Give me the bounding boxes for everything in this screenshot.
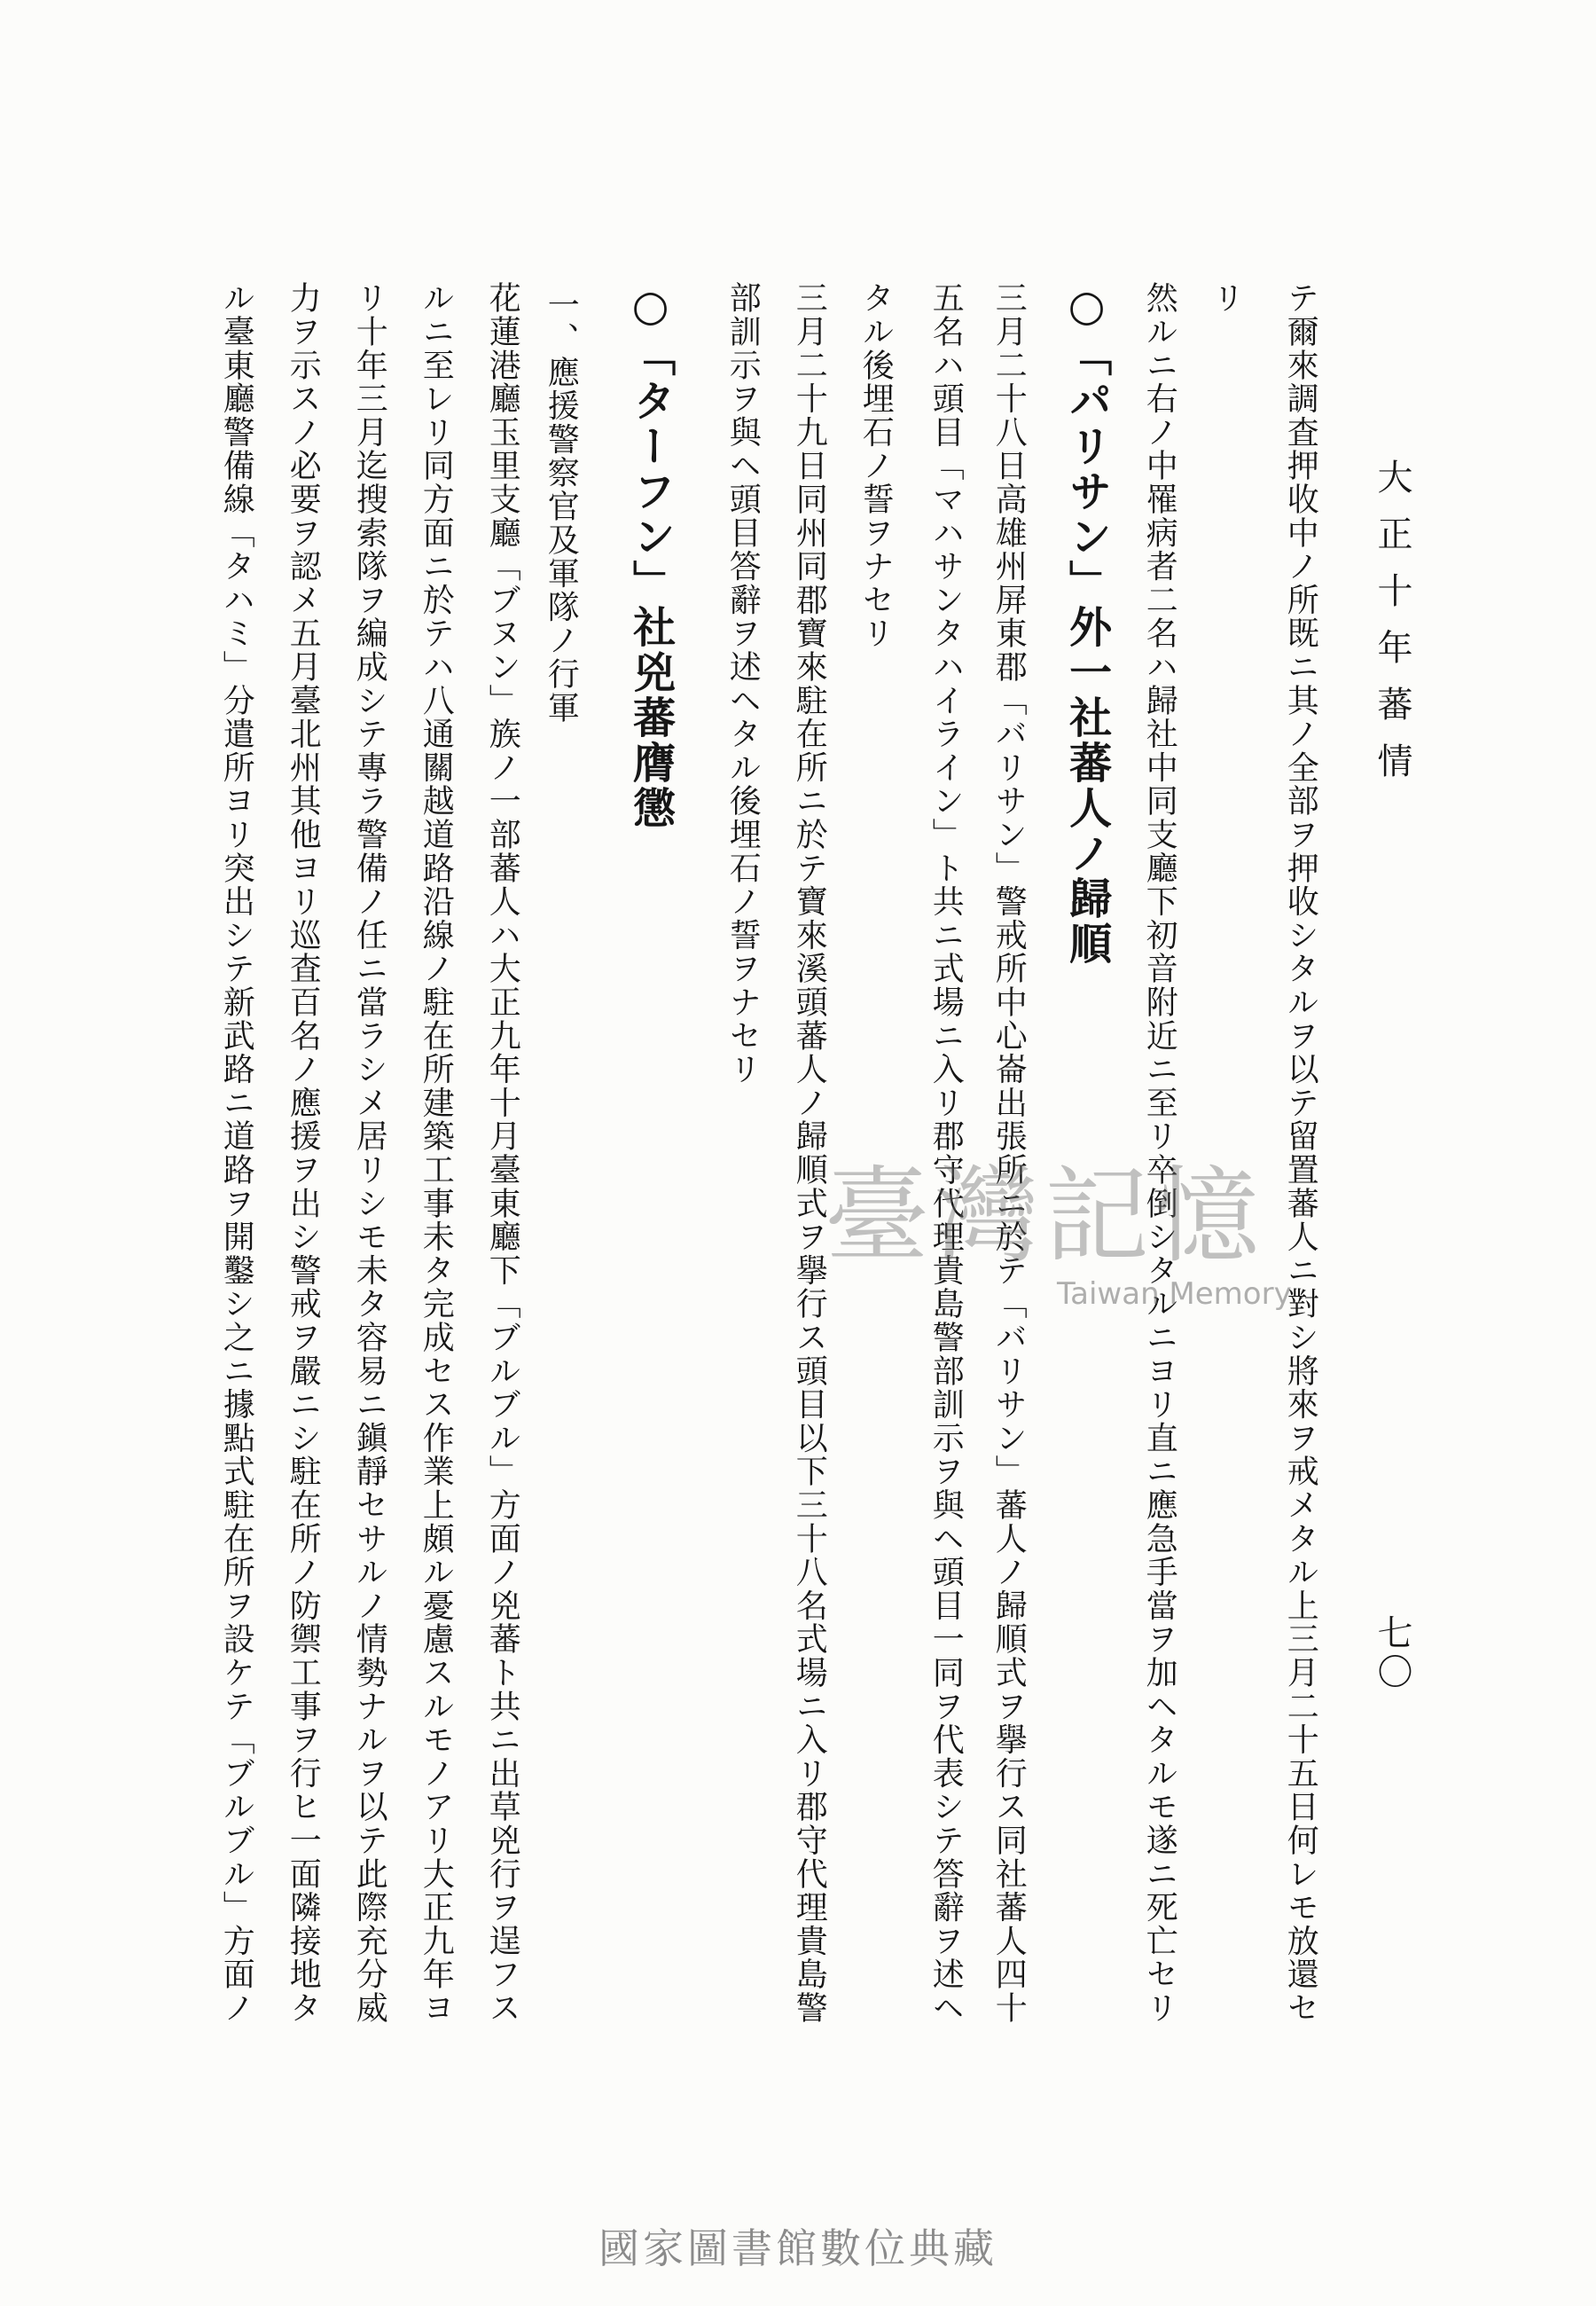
section-heading: ○「パリサン」外一社蕃人ノ歸順 xyxy=(1061,281,1112,967)
footer-archive-label: 國家圖書館數位典藏 xyxy=(598,2224,998,2272)
text-line: 三月二十八日高雄州屏東郡「バリサン」警戒所中心崙出張所ニ於テ「バリサン」蕃人ノ歸順式ヲ擧行ス同社蕃人四十 xyxy=(990,281,1028,2025)
text-line: テ爾來調査押收中ノ所既ニ其ノ全部ヲ押收シタルヲ以テ留置蕃人ニ對シ將來ヲ戒メタル上三月二十五日何レモ放還セ xyxy=(1282,281,1319,2025)
text-line: 然ルニ右ノ中罹病者二名ハ歸社中同支廳下初音附近ニ至リ卒倒シタルニヨリ直ニ應急手當ヲ加ヘタルモ遂ニ死亡セリ xyxy=(1141,281,1178,2025)
text-line: 三月二十九日同州同郡寶來駐在所ニ於テ寶來溪頭蕃人ノ歸順式ヲ擧行ス頭目以下三十八名式場ニ入リ郡守代理貴島警 xyxy=(791,281,828,2025)
text-line: ル臺東廳警備線「タハミ」分遣所ヨリ突出シテ新武路ニ道路ヲ開鑿シ之ニ據點式駐在所ヲ設ケテ「ブルブル」方面ノ xyxy=(218,281,255,2025)
subsection-heading: 一、應援警察官及軍隊ノ行軍 xyxy=(543,288,580,725)
text-line: ルニ至レリ同方面ニ於テハ八通關越道路沿線ノ駐在所建築工事未タ完成セス作業上頗ル憂慮スルモノアリ大正九年ヨ xyxy=(418,281,455,2025)
section-heading: ○「ターフン」社兇蕃膺懲 xyxy=(625,281,676,831)
watermark: 臺灣記憶 xyxy=(825,1155,1265,1277)
text-line: リ xyxy=(1208,281,1245,315)
text-line: 五名ハ頭目「マハサンタハイライン」ト共ニ式場ニ入リ郡守代理貴島警部訓示ヲ與ヘ頭目一同ヲ代表シテ答辭ヲ述ヘ xyxy=(927,281,965,2025)
text-line: リ十年三月迄搜索隊ヲ編成シテ專ラ警備ノ任ニ當ラシメ居リシモ未タ容易ニ鎭靜セサルノ情勢ナルヲ以テ此際充分威 xyxy=(351,281,388,2025)
text-line: 花蓮港廳玉里支廳「ブヌン」族ノ一部蕃人ハ大正九年十月臺東廳下「ブルブル」方面ノ兇蕃ト共ニ出草兇行ヲ逞フス xyxy=(484,281,521,2025)
text-line: 力ヲ示スノ必要ヲ認メ五月臺北州其他ヨリ巡査百名ノ應援ヲ出シ警戒ヲ嚴ニシ駐在所ノ防禦工事ヲ行ヒ一面隣接地タ xyxy=(285,281,322,2025)
running-head: 大正十年蕃情 xyxy=(1372,459,1412,799)
text-line: タル後埋石ノ誓ヲナセリ xyxy=(857,281,895,650)
text-line: 部訓示ヲ與ヘ頭目答辭ヲ述ヘタル後埋石ノ誓ヲナセリ xyxy=(724,281,762,1086)
watermark-subtext: Taiwan Memory xyxy=(1057,1276,1292,1312)
page-number: 七〇 xyxy=(1372,1614,1412,1692)
